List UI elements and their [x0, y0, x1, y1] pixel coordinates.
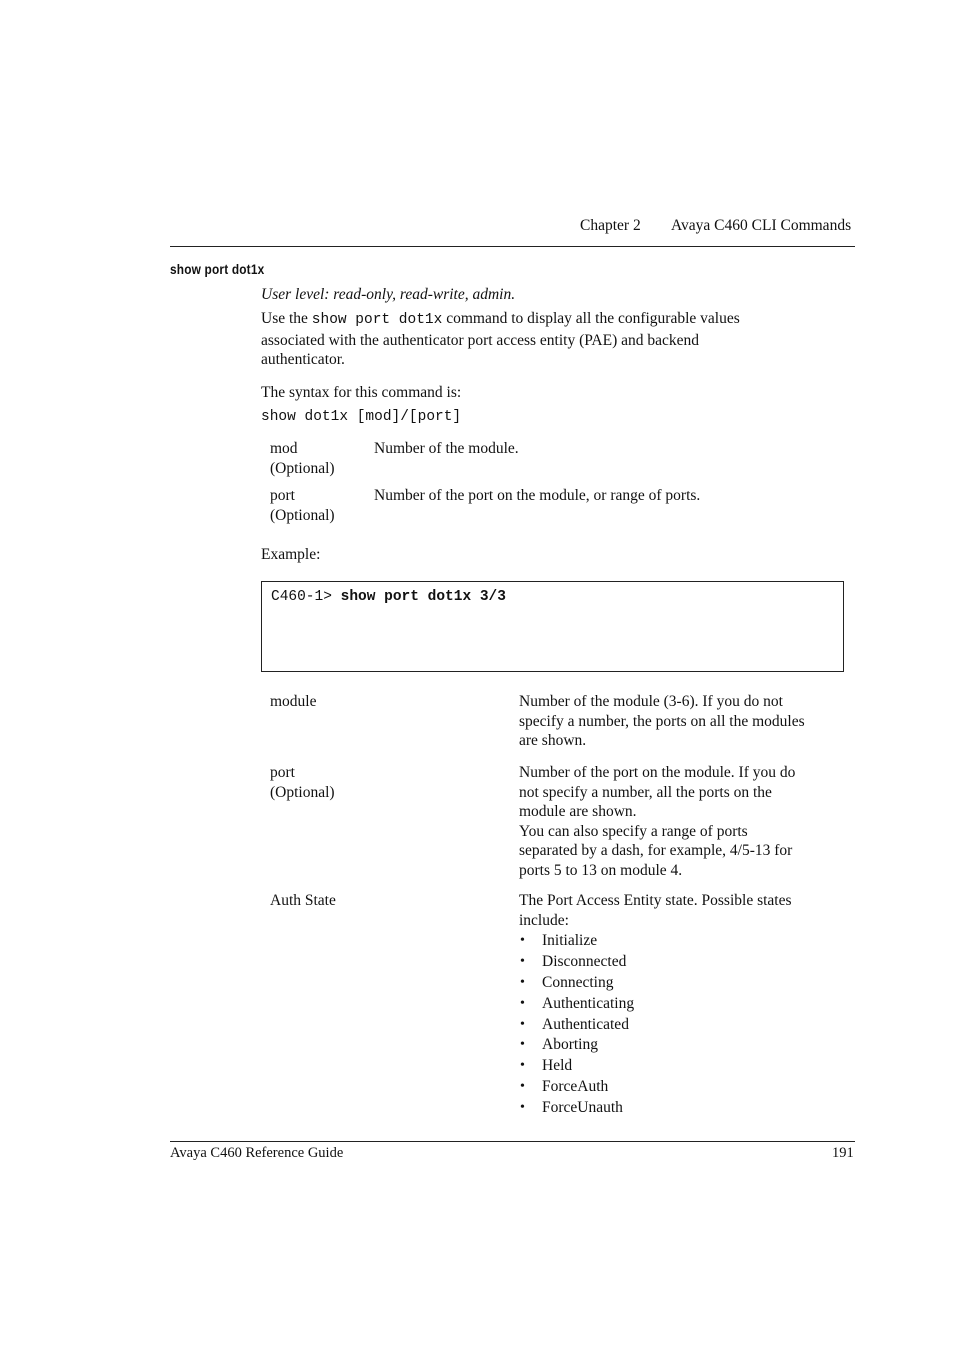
field-name-port: port (Optional): [270, 764, 335, 801]
auth-state-list: [519, 931, 849, 1119]
auth-state-item: • Connecting: [519, 973, 849, 994]
footer-guide-title: Avaya C460 Reference Guide: [170, 1145, 344, 1161]
page-number: 191: [832, 1145, 854, 1161]
header-rule: [170, 246, 855, 247]
intro-line-2: associated with the authenticator port access entity (PAE) and backend: [261, 331, 700, 349]
param-name-port: port (Optional): [270, 487, 335, 524]
intro-line1-rest: command to display all the configurable values: [446, 310, 740, 327]
auth-state-item: • Held: [519, 1056, 849, 1077]
intro-line-3: authenticator.: [261, 351, 345, 368]
field-desc-module: Number of the module (3-6). If you do not specify a number, the ports on all the modules are shown.: [519, 693, 805, 749]
auth-state-item: • Authenticated: [519, 1015, 849, 1036]
auth-state-item: • ForceUnauth: [519, 1098, 849, 1119]
auth-state-item: • Disconnected: [519, 952, 849, 973]
intro-command: show port dot1x: [311, 312, 443, 328]
auth-state-item: • ForceAuth: [519, 1077, 849, 1098]
intro-paragraph: [261, 309, 831, 370]
field-name-auth-state: Auth State: [270, 892, 336, 909]
example-label: Example:: [261, 546, 321, 563]
param-name-mod: mod (Optional): [270, 440, 335, 477]
field-desc-auth-state: The Port Access Entity state. Possible states include: • Initialize • Disconnected • Connecting • Authenticating • Authenticated • Aborting • Held • ForceAuth • ForceUnauth: [519, 891, 849, 1119]
syntax-command: show dot1x [mod]/[port]: [261, 409, 462, 425]
auth-state-item: • Aborting: [519, 1035, 849, 1056]
param-desc-mod: Number of the module.: [374, 440, 519, 457]
intro-pre: Use the: [261, 310, 308, 327]
footer-rule: [170, 1141, 855, 1142]
auth-state-item: • Initialize: [519, 931, 849, 952]
field-desc-port: Number of the port on the module. If you do not specify a number, all the ports on the module are shown. You can also specify a range of ports separated by a dash, for example, 4/5-13 for ports 5 to 13 on module 4.: [519, 764, 796, 879]
user-level: User level: read-only, read-write, admin.: [261, 286, 516, 303]
syntax-intro: The syntax for this command is:: [261, 384, 462, 401]
example-code-box: [261, 581, 844, 672]
intro-line-1: [261, 309, 831, 331]
header-title: Avaya C460 CLI Commands: [671, 217, 852, 234]
param-desc-port: Number of the port on the module, or range of ports.: [374, 487, 701, 504]
section-title: show port dot1x: [170, 262, 265, 277]
example-prompt: C460-1>: [271, 589, 341, 605]
auth-state-item: • Authenticating: [519, 994, 849, 1015]
example-command: show port dot1x 3/3: [340, 589, 506, 605]
field-name-module: module: [270, 693, 317, 710]
header-chapter: Chapter 2: [580, 217, 641, 234]
example-line: [271, 589, 506, 605]
